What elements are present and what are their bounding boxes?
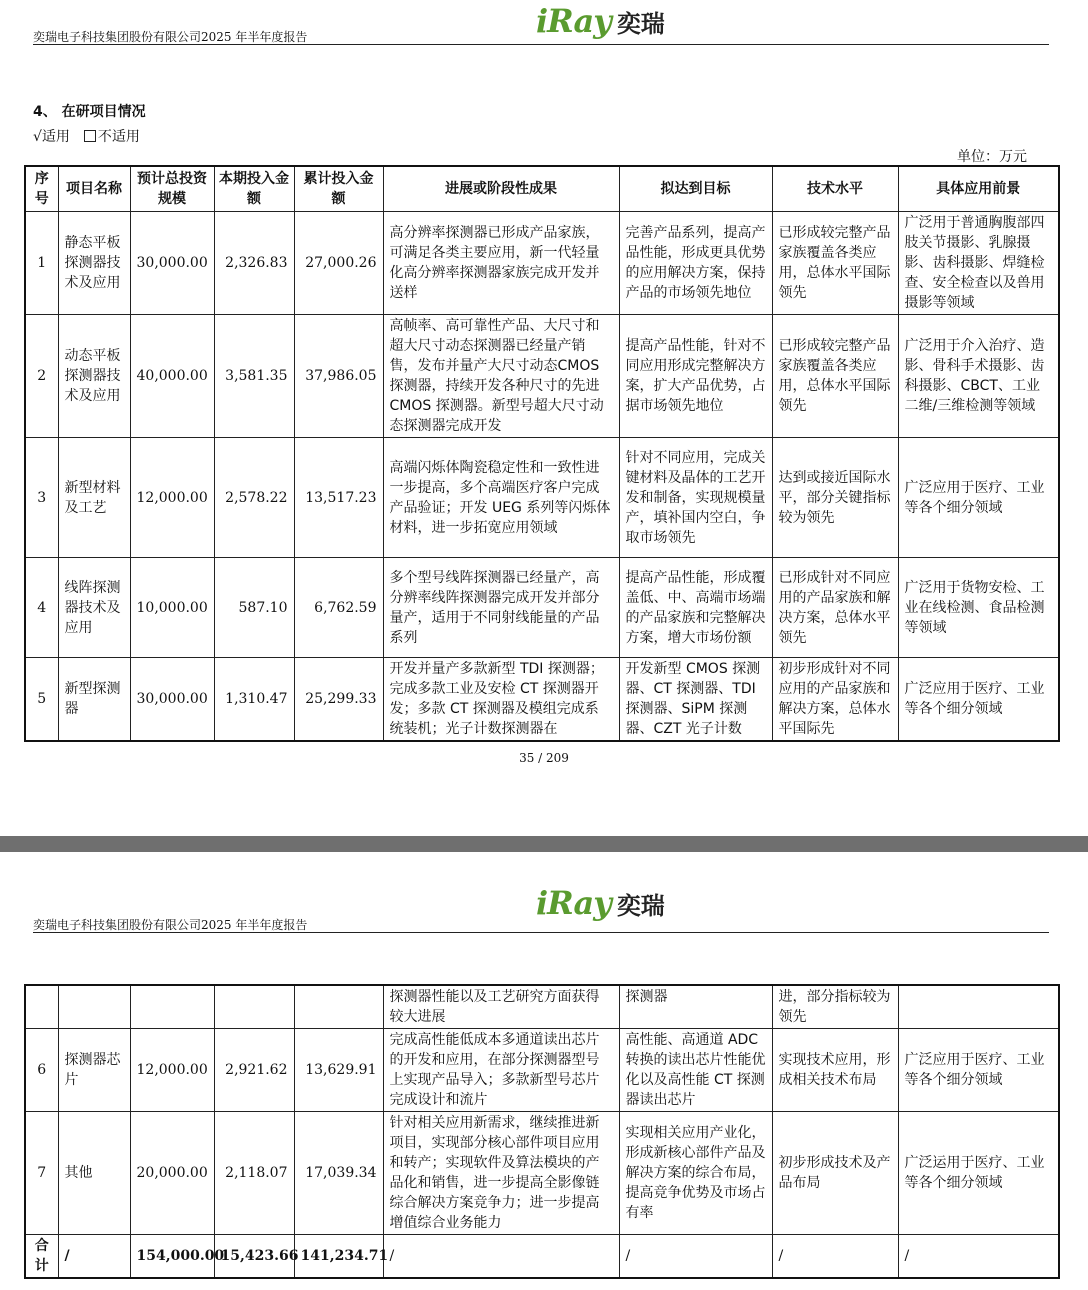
table-total-row: [25, 1235, 1059, 1279]
row-current: 2,921.62: [214, 1029, 294, 1112]
iray-logo: iRay 奕瑞: [536, 2, 665, 40]
row-total: 20,000.00: [130, 1112, 214, 1235]
total-prospect: /: [898, 1235, 1059, 1279]
row-name: [58, 985, 130, 1029]
table-row: [25, 1029, 1059, 1112]
row-total: [130, 985, 214, 1029]
applicable-option: √适用: [33, 129, 70, 145]
row-tech: 已形成较完整产品家族覆盖各类应用，总体水平国际领先: [772, 315, 898, 438]
iray-logo: iRay 奕瑞: [536, 884, 665, 922]
col-header-current: 本期投入金额: [214, 166, 294, 212]
row-prospect: [898, 985, 1059, 1029]
table-row: [25, 315, 1059, 438]
row-progress: 完成高性能低成本多通道读出芯片的开发和应用，在部分探测器型号上实现产品导入；多款新型号芯片完成设计和流片: [383, 1029, 619, 1112]
row-name: 动态平板探测器技术及应用: [58, 315, 130, 438]
page-separator: [0, 836, 1088, 852]
rd-projects-table-continued: [24, 984, 1060, 1279]
row-total: 10,000.00: [130, 558, 214, 658]
col-header-progress: 进展或阶段性成果: [383, 166, 619, 212]
row-no: [25, 985, 58, 1029]
row-name: 其他: [58, 1112, 130, 1235]
applicability-line: [33, 126, 140, 146]
row-name: 线阵探测器技术及应用: [58, 558, 130, 658]
row-prospect: 广泛用于普通胸腹部四肢关节摄影、乳腺摄影、齿科摄影、焊缝检查、安全检查以及兽用摄影等领域: [898, 212, 1059, 315]
col-header-goal: 拟达到目标: [619, 166, 772, 212]
row-current: 2,118.07: [214, 1112, 294, 1235]
row-total: 30,000.00: [130, 212, 214, 315]
unit-label: 单位：万元: [957, 149, 1027, 165]
row-current: 1,310.47: [214, 658, 294, 742]
row-name: 静态平板探测器技术及应用: [58, 212, 130, 315]
table-row: [25, 212, 1059, 315]
row-cumulative: 27,000.26: [294, 212, 383, 315]
row-prospect: 广泛应用于医疗、工业等各个细分领域: [898, 1029, 1059, 1112]
row-cumulative: 25,299.33: [294, 658, 383, 742]
row-tech: 初步形成针对不同应用的产品家族和解决方案，总体水平国际先: [772, 658, 898, 742]
row-cumulative: [294, 985, 383, 1029]
row-current: 3,581.35: [214, 315, 294, 438]
row-tech: 初步形成技术及产品布局: [772, 1112, 898, 1235]
row-no: 6: [25, 1029, 58, 1112]
table-row: [25, 658, 1059, 742]
header-rule: [33, 932, 1049, 933]
total-label: 合计: [25, 1235, 58, 1279]
total-current: 15,423.66: [214, 1235, 294, 1279]
row-current: 2,326.83: [214, 212, 294, 315]
row-name: 新型探测器: [58, 658, 130, 742]
row-goal: 完善产品系列，提高产品性能，形成更具优势的应用解决方案，保持产品的市场领先地位: [619, 212, 772, 315]
section-title: 4、 在研项目情况: [33, 104, 146, 120]
page-number: 35 / 209: [519, 751, 569, 765]
row-no: 7: [25, 1112, 58, 1235]
row-cumulative: 13,517.23: [294, 438, 383, 558]
row-prospect: 广泛用于介入治疗、造影、骨科手术摄影、齿科摄影、CBCT、工业二维/三维检测等领域: [898, 315, 1059, 438]
row-cumulative: 17,039.34: [294, 1112, 383, 1235]
row-no: 2: [25, 315, 58, 438]
row-goal: 高性能、高通道 ADC 转换的读出芯片性能优化以及高性能 CT 探测器读出芯片: [619, 1029, 772, 1112]
row-goal: 开发新型 CMOS 探测器、CT 探测器、TDI 探测器、SiPM 探测器、CZT 光子计数: [619, 658, 772, 742]
row-prospect: 广泛运用于医疗、工业等各个细分领域: [898, 1112, 1059, 1235]
header-company: 奕瑞电子科技集团股份有限公司2025 年半年度报告: [33, 918, 308, 932]
row-no: 1: [25, 212, 58, 315]
total-total: 154,000.00: [130, 1235, 214, 1279]
report-page-2: [0, 852, 1088, 1290]
row-name: 新型材料及工艺: [58, 438, 130, 558]
row-tech: 实现技术应用，形成相关技术布局: [772, 1029, 898, 1112]
row-goal: 针对不同应用，完成关键材料及晶体的工艺开发和制备，实现规模量产，填补国内空白，争取市场领先: [619, 438, 772, 558]
total-tech: /: [772, 1235, 898, 1279]
row-no: 5: [25, 658, 58, 742]
total-name: /: [58, 1235, 130, 1279]
row-current: [214, 985, 294, 1029]
row-tech: 进，部分指标较为领先: [772, 985, 898, 1029]
row-total: 12,000.00: [130, 1029, 214, 1112]
row-no: 3: [25, 438, 58, 558]
row-tech: 已形成较完整产品家族覆盖各类应用，总体水平国际领先: [772, 212, 898, 315]
col-header-no: 序号: [25, 166, 58, 212]
row-tech: 达到或接近国际水平，部分关键指标较为领先: [772, 438, 898, 558]
row-tech: 已形成针对不同应用的产品家族和解决方案，总体水平领先: [772, 558, 898, 658]
row-cumulative: 37,986.05: [294, 315, 383, 438]
total-cumulative: 141,234.71: [294, 1235, 383, 1279]
row-progress: 针对相关应用新需求，继续推进新项目，实现部分核心部件项目应用和转产；实现软件及算法模块的产品化和销售，进一步提高全影像链综合解决方案竞争力；进一步提高增值综合业务能力: [383, 1112, 619, 1235]
col-header-total: 预计总投资规模: [130, 166, 214, 212]
row-progress: 高分辨率探测器已形成产品家族，可满足各类主要应用，新一代轻量化高分辨率探测器家族完成开发并送样: [383, 212, 619, 315]
col-header-cumulative: 累计投入金额: [294, 166, 383, 212]
header-rule: [33, 44, 1049, 45]
table-row: [25, 558, 1059, 658]
row-cumulative: 13,629.91: [294, 1029, 383, 1112]
row-name: 探测器芯片: [58, 1029, 130, 1112]
row-current: 587.10: [214, 558, 294, 658]
row-progress: 探测器性能以及工艺研究方面获得较大进展: [383, 985, 619, 1029]
row-prospect: 广泛应用于医疗、工业等各个细分领域: [898, 658, 1059, 742]
row-progress: 多个型号线阵探测器已经量产，高分辨率线阵探测器完成开发并部分量产，适用于不同射线能量的产品系列: [383, 558, 619, 658]
total-progress: /: [383, 1235, 619, 1279]
row-goal: 提高产品性能，针对不同应用形成完整解决方案，扩大产品优势，占据市场领先地位: [619, 315, 772, 438]
row-cumulative: 6,762.59: [294, 558, 383, 658]
table-row: [25, 1112, 1059, 1235]
row-goal: 提高产品性能，形成覆盖低、中、高端市场端的产品家族和完整解决方案，增大市场份额: [619, 558, 772, 658]
row-progress: 开发并量产多款新型 TDI 探测器；完成多款工业及安检 CT 探测器开发；多款 CT 探测器及模组完成系统装机；光子计数探测器在: [383, 658, 619, 742]
table-row-continuation: [25, 985, 1059, 1029]
col-header-tech: 技术水平: [772, 166, 898, 212]
row-total: 12,000.00: [130, 438, 214, 558]
rd-projects-table: [24, 165, 1060, 742]
row-total: 40,000.00: [130, 315, 214, 438]
header-company: 奕瑞电子科技集团股份有限公司2025 年半年度报告: [33, 30, 308, 44]
row-current: 2,578.22: [214, 438, 294, 558]
col-header-name: 项目名称: [58, 166, 130, 212]
table-row: [25, 438, 1059, 558]
row-prospect: 广泛用于货物安检、工业在线检测、食品检测等领域: [898, 558, 1059, 658]
row-goal: 实现相关应用产业化，形成新核心部件产品及解决方案的综合布局，提高竞争优势及市场占有率: [619, 1112, 772, 1235]
checkbox-icon: [84, 130, 96, 142]
total-goal: /: [619, 1235, 772, 1279]
not-applicable-option: 不适用: [97, 129, 140, 145]
row-goal: 探测器: [619, 985, 772, 1029]
row-progress: 高帧率、高可靠性产品、大尺寸和超大尺寸动态探测器已经量产销售，发布并量产大尺寸动态CMOS探测器，持续开发各种尺寸的先进 CMOS 探测器。新型号超大尺寸动态探测器完成开发: [383, 315, 619, 438]
row-no: 4: [25, 558, 58, 658]
row-prospect: 广泛应用于医疗、工业等各个细分领域: [898, 438, 1059, 558]
table-header-row: [25, 166, 1059, 212]
col-header-prospect: 具体应用前景: [898, 166, 1059, 212]
row-total: 30,000.00: [130, 658, 214, 742]
row-progress: 高端闪烁体陶瓷稳定性和一致性进一步提高，多个高端医疗客户完成产品验证；开发 UEG 系列等闪烁体材料，进一步拓宽应用领域: [383, 438, 619, 558]
